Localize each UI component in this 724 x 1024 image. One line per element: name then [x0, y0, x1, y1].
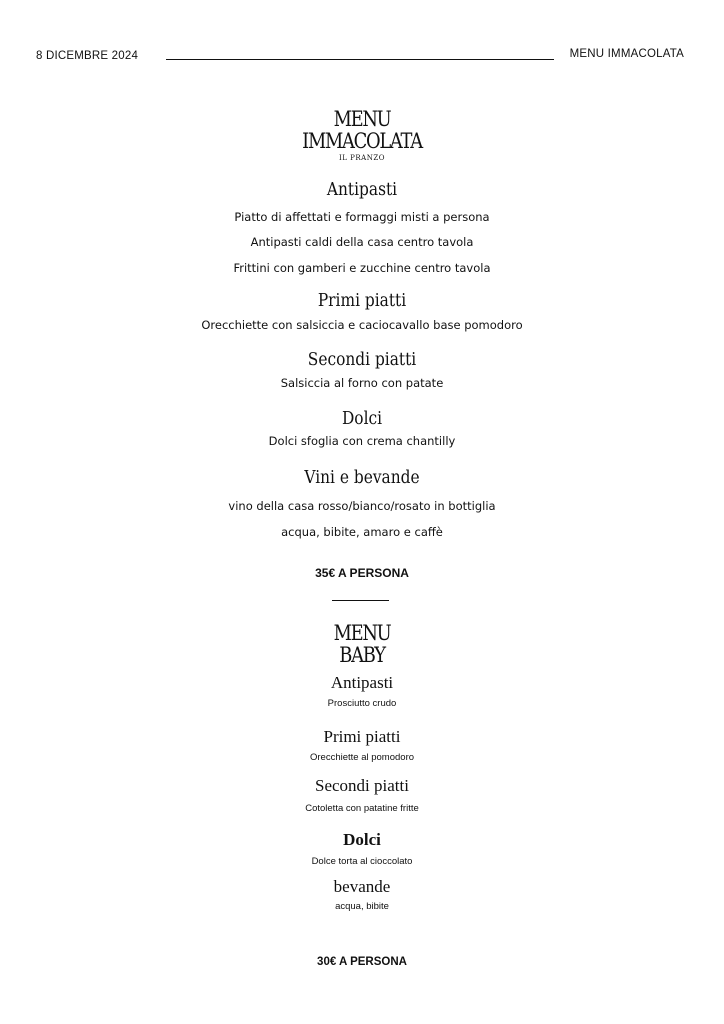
header-date: 8 DICEMBRE 2024	[36, 50, 139, 62]
section-divider	[332, 600, 389, 601]
baby-heading-antipasti: Antipasti	[330, 673, 394, 692]
menu-item: Orecchiette con salsiccia e caciocavallo base pomodoro	[201, 318, 523, 332]
menu-item: acqua, bibite, amaro e caffè	[281, 525, 443, 539]
section-heading-vini: Vini e bevande	[304, 468, 420, 488]
baby-menu-item: acqua, bibite	[335, 901, 389, 912]
section-heading-antipasti: Antipasti	[326, 180, 398, 200]
header-title: MENU IMMACOLATA	[569, 48, 684, 60]
menu-main-subtitle: IL PRANZO	[339, 154, 385, 162]
menu-item: Dolci sfoglia con crema chantilly	[268, 434, 456, 448]
header-rule	[166, 59, 554, 60]
menu-item: vino della casa rosso/bianco/rosato in bottiglia	[228, 499, 496, 513]
baby-menu-item: Prosciutto crudo	[327, 698, 397, 709]
menu-item: Frittini con gamberi e zucchine centro tavola	[233, 261, 491, 275]
menu-item: Piatto di affettati e formaggi misti a persona	[234, 210, 490, 224]
section-heading-secondi: Secondi piatti	[307, 350, 417, 370]
price-main: 35€ A PERSONA	[315, 566, 409, 580]
section-heading-dolci: Dolci	[341, 409, 383, 429]
baby-menu-item: Orecchiette al pomodoro	[309, 752, 415, 763]
menu-item: Antipasti caldi della casa centro tavola	[250, 235, 474, 249]
price-baby: 30€ A PERSONA	[317, 956, 407, 968]
menu-baby-title-line2: BABY	[339, 643, 385, 667]
menu-item: Salsiccia al forno con patate	[280, 376, 444, 390]
baby-heading-dolci: Dolci	[343, 830, 381, 849]
menu-baby-title-line1: MENU	[333, 621, 391, 645]
section-heading-primi: Primi piatti	[317, 291, 407, 311]
baby-heading-secondi: Secondi piatti	[315, 776, 409, 795]
baby-menu-item: Cotoletta con patatine fritte	[305, 803, 419, 814]
menu-main-title-line2: IMMACOLATA	[302, 129, 422, 153]
baby-heading-primi: Primi piatti	[323, 727, 401, 746]
menu-main-title-line1: MENU	[333, 107, 391, 131]
baby-heading-bevande: bevande	[333, 877, 391, 896]
baby-menu-item: Dolce torta al cioccolato	[311, 856, 413, 867]
